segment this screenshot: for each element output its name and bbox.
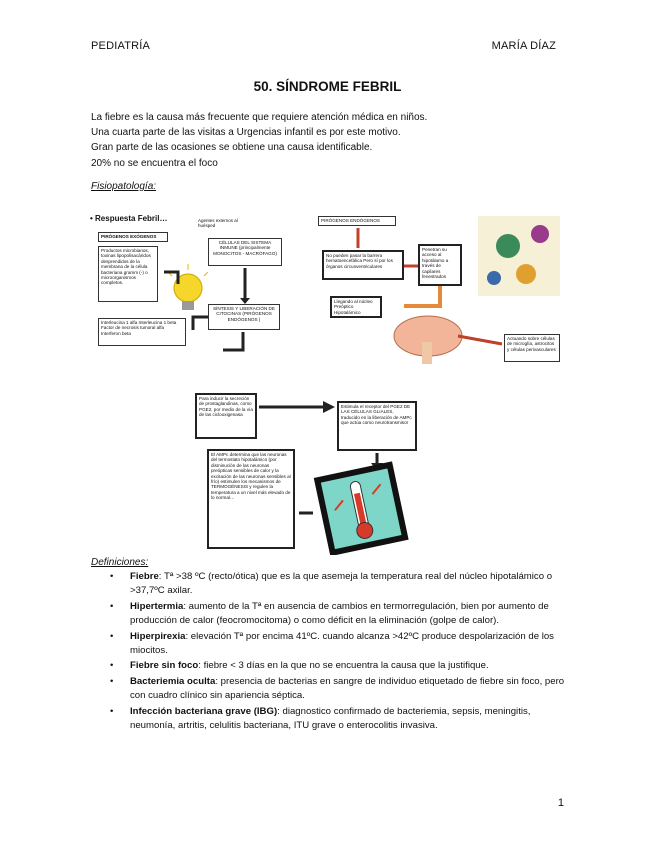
definition-term: Fiebre sin foco xyxy=(130,660,199,672)
intro-paragraph xyxy=(91,110,561,171)
definition-text: : elevación Tª por encima 41ºC. cuando alcanza >42ºC produce despolarización de los miocitos. xyxy=(130,630,554,657)
definition-item xyxy=(110,570,570,599)
page-title: 50. SÍNDROME FEBRIL xyxy=(253,79,402,94)
intro-line: La fiebre es la causa más frecuente que requiere atención médica en niños. xyxy=(91,112,428,123)
header-right: MARÍA DÍAZ xyxy=(491,40,556,52)
figure2-graphics xyxy=(318,216,560,366)
lightbulb-base xyxy=(182,301,194,310)
pirogenos-endogenos-box: PIRÓGENOS ENDÓGENOS xyxy=(318,216,396,226)
para-inducir-box: Para inducir la secreción de prostaglandinas, como PGE2, por medio de la vía de las ciclooxigenasa xyxy=(195,393,257,439)
pirogenos-exogenos-box: PIRÓGENOS EXÓGENOS xyxy=(98,232,168,242)
bullet: • xyxy=(110,630,114,642)
actuando-box: Actuando sobre células de microglía, astrocitos y células perivasculares xyxy=(504,334,560,362)
bullet: • xyxy=(110,600,114,612)
productos-box: Productos microbianos, toxinas lipopolisacáridos desprendidos de la membrana de la célula bacteriana gramm (-) o microorganismos completos. xyxy=(98,246,158,302)
definiciones-heading: Definiciones: xyxy=(91,557,149,568)
fisiopatologia-heading: Fisiopatología: xyxy=(91,181,157,192)
intro-line: Una cuarta parte de las visitas a Urgencias infantil es por este motivo. xyxy=(91,127,401,139)
intro-line: 20% no se encuentra el foco xyxy=(91,157,218,169)
estimula-box: Estimula el receptor del PGE2 DE LAS CÉLULAS GLIALES, traducido en la liberación de AMPc que actúa como neurotransmisor xyxy=(337,401,417,451)
arrow-4 xyxy=(193,317,208,330)
page-number: 1 xyxy=(557,797,564,809)
ampc-box: El AMPc determina que las neuronas del termostato hipotalámico (por disminución de las neuronas preópticas sensibles de calor y la excitación de las neuronas sensibles al frío) estimulen los mecanismos de TERMOGÉNESIS y regulen la temperatura a un nivel más elevado de lo normal… xyxy=(207,449,295,549)
definition-term: Hiperpirexia xyxy=(130,630,186,642)
definition-text: : aumento de la Tª en ausencia de cambios en termorregulación, bien por aumento de producción de calor (feocromocitoma) o como déficit en la eliminación (golpe de calor). xyxy=(130,600,549,627)
definition-text: : Tª >38 ºC (recto/ótica) que es la que asemeja la temperatura real del núcleo hipotalámico o >37,7ºC axilar. xyxy=(130,571,553,597)
penetran-box: Penetran su acceso al hipotálamo a través de capilares fenestrados xyxy=(418,244,462,286)
llegando-box: Llegando al núcleo Preóptico Hipotalámico xyxy=(330,296,382,318)
figure-pirogenos-endogenos xyxy=(318,216,560,366)
definition-term: Infección bacteriana grave (IBG) xyxy=(130,705,278,717)
definitions-list xyxy=(110,570,570,734)
figure1-graphics xyxy=(88,212,288,364)
intro-line: Gran parte de las ocasiones se obtiene una causa identificable. xyxy=(91,142,373,154)
celulas-box: CÉLULAS DEL SISTEMA INMUNE (principalmente MONOCITOS - MACRÓFAGO) xyxy=(208,238,282,266)
definition-term: Hipertermia xyxy=(130,600,184,612)
interleucinas-box: Interleucina 1 alfa Interleucina 1 beta Factor de necrosis tumoral alfa Interferon beta xyxy=(98,318,186,346)
thermometer-illustration xyxy=(314,461,409,555)
bullet: • xyxy=(110,571,114,582)
cell-illustration xyxy=(478,216,560,296)
no-pueden-box: No pueden pasar la barrera hematoencefálica Pero sí por los órganos circunventriculares xyxy=(322,250,404,280)
definition-item xyxy=(110,705,570,734)
definition-item xyxy=(110,600,570,629)
definition-term: Fiebre xyxy=(130,571,159,582)
figure-ampc-termostato xyxy=(195,393,417,555)
figure-respuesta-febril xyxy=(88,212,288,364)
definition-term: Bacteriemia oculta xyxy=(130,675,216,687)
agentes-label: Agentes externos al huésped xyxy=(198,218,238,228)
definition-item xyxy=(110,675,570,704)
definition-item xyxy=(110,659,570,673)
definition-item xyxy=(110,630,570,659)
bullet: • xyxy=(110,660,114,672)
definition-text: : diagnostico confirmado de bacteriemia, sepsis, meningitis, neumonía, artritis, celulitis bacteriana, ITU grave o enterocolitis invasiva. xyxy=(130,705,531,732)
figure1-heading: • Respuesta Febril… xyxy=(90,214,168,223)
definition-text: : fiebre < 3 días en la que no se encuentra la causa que la justifique. xyxy=(198,660,489,672)
bullet: • xyxy=(110,705,114,717)
header-left: PEDIATRÍA xyxy=(91,40,151,52)
arrow-3 xyxy=(223,332,243,350)
figure3-graphics xyxy=(195,393,417,555)
sintesis-box: SÍNTESIS Y LIBERACIÓN DE CITOCINAS (PIRÓGENOS ENDÓGENOS ) xyxy=(208,304,280,330)
definition-text: : presencia de bacterias en sangre de individuo etiquetado de fiebre sin foco, pero con cuadro clínico sin apariencia séptica. xyxy=(130,675,565,702)
bullet: • xyxy=(110,675,114,687)
